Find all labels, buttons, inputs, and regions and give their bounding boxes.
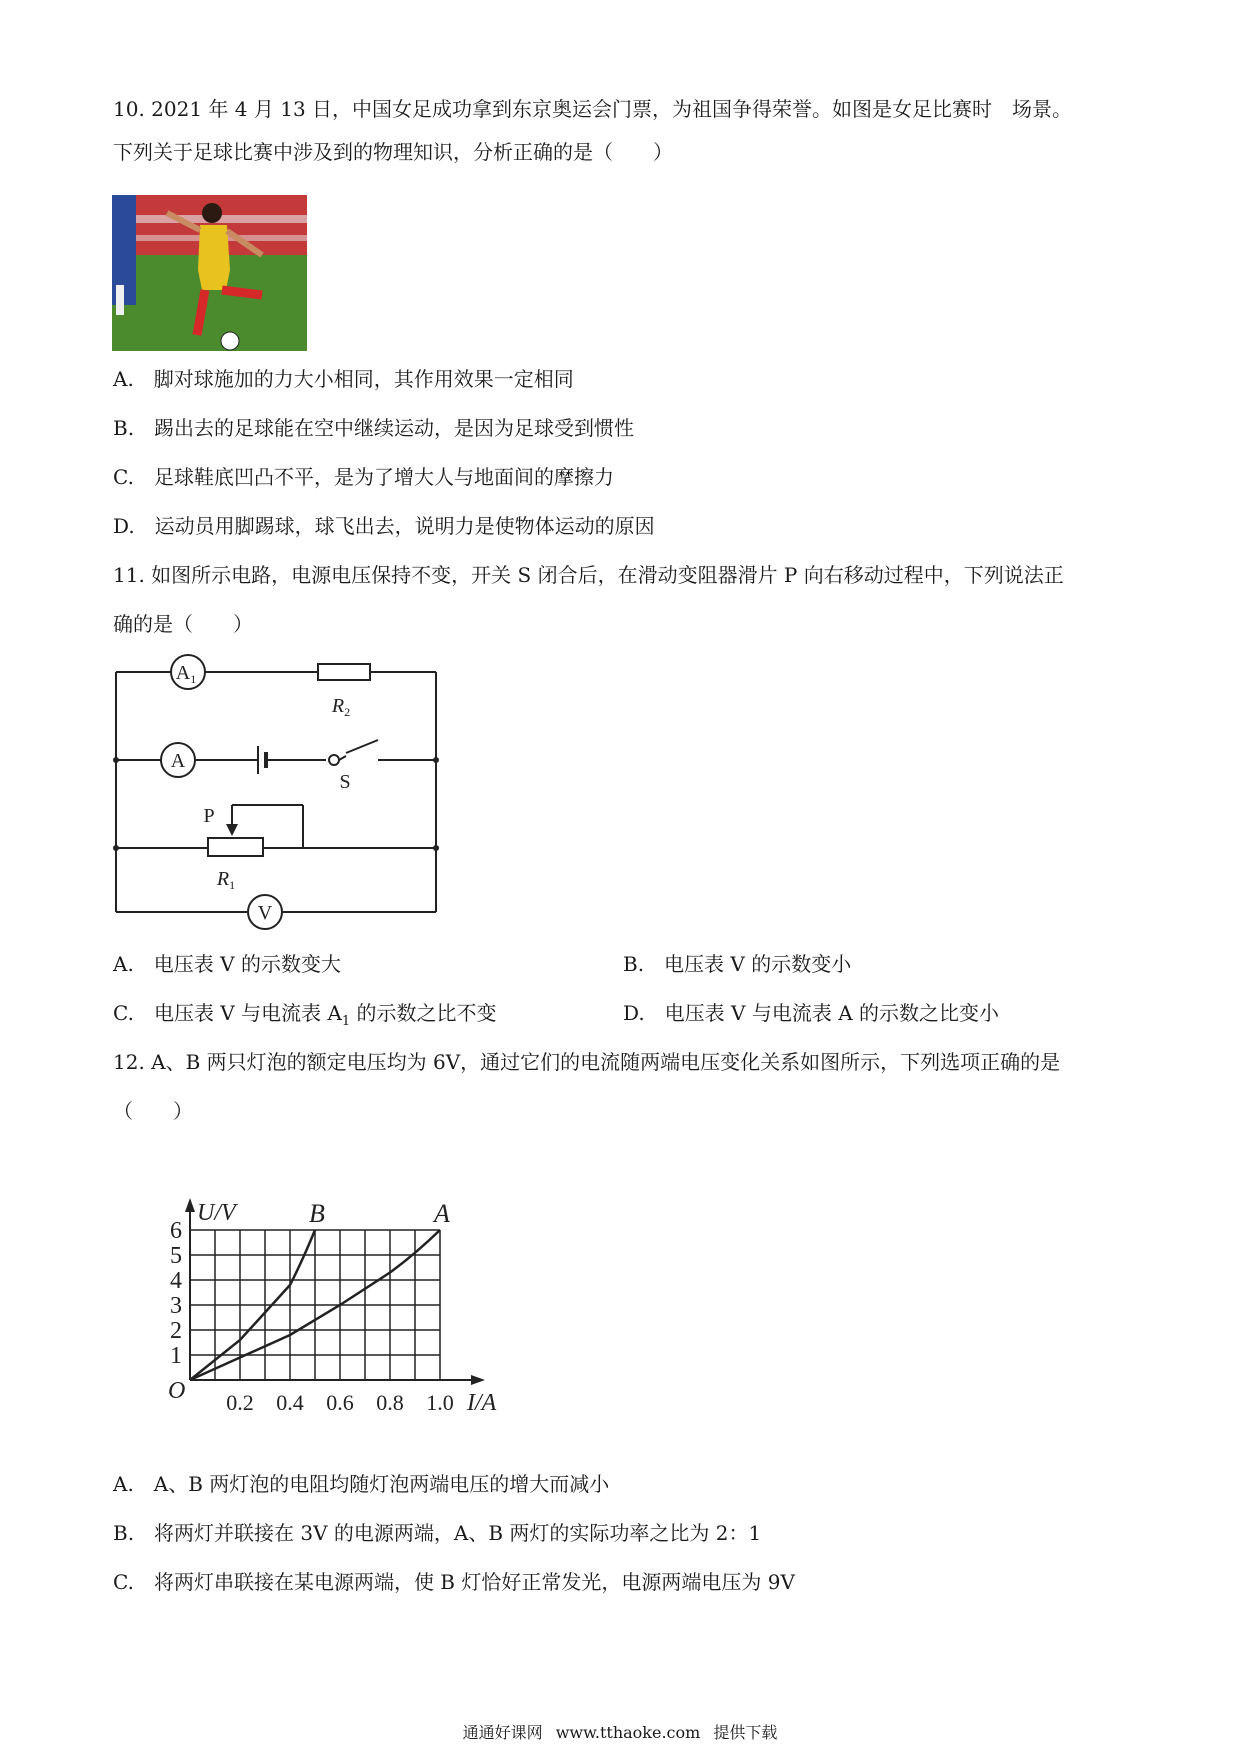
q10-option-b: B. 踢出去的足球能在空中继续运动，是因为足球受到惯性 xyxy=(113,416,635,440)
footer-note: 提供下载 xyxy=(713,1723,778,1742)
x-tick-label: 0.2 xyxy=(226,1390,254,1415)
voltmeter-label: V xyxy=(257,902,273,924)
q11-option-c xyxy=(113,999,497,1036)
q12-option-a: A. A、B 两灯泡的电阻均随灯泡两端电压的增大而减小 xyxy=(113,1472,610,1496)
q11-option-c-pre: C. 电压表 V 与电流表 A xyxy=(113,1001,342,1025)
series-label-a: A xyxy=(434,1199,450,1228)
y-tick-label: 4 xyxy=(170,1268,182,1294)
q11-stem-line2: 确的是（ ） xyxy=(113,612,253,636)
y-tick-label: 3 xyxy=(170,1293,182,1319)
series-label-b: B xyxy=(309,1199,325,1228)
q10-stem-line2: 下列关于足球比赛中涉及到的物理知识，分析正确的是（ ） xyxy=(113,140,673,164)
q12-stem-line2: （ ） xyxy=(113,1099,193,1123)
q10-option-d: D. 运动员用脚踢球，球飞出去，说明力是使物体运动的原因 xyxy=(113,514,655,538)
q12-option-c: C. 将两灯串联接在某电源两端，使 B 灯恰好正常发光，电源两端电压为 9V xyxy=(113,1570,795,1594)
x-tick-label: 0.6 xyxy=(326,1390,354,1415)
x-tick-label: 1.0 xyxy=(426,1390,454,1415)
iu-graph xyxy=(160,1170,500,1444)
ammeter-a-label: A xyxy=(170,750,186,772)
y-tick-label: 6 xyxy=(170,1218,182,1244)
ammeter-a1-sub: 1 xyxy=(190,672,197,686)
q11-option-b: B. 电压表 V 的示数变小 xyxy=(623,952,852,976)
r1-label: R xyxy=(216,868,230,890)
q10-option-c: C. 足球鞋底凹凸不平，是为了增大人与地面间的摩擦力 xyxy=(113,465,614,489)
y-tick-label: 1 xyxy=(170,1343,182,1369)
x-axis-label: I/A xyxy=(467,1390,497,1416)
y-tick-label: 2 xyxy=(170,1318,182,1344)
q11-option-d: D. 电压表 V 与电流表 A 的示数之比变小 xyxy=(623,1001,999,1025)
footer-site: 通通好课网 xyxy=(462,1723,543,1742)
q10-stem-line1: 10. 2021 年 4 月 13 日，中国女足成功拿到东京奥运会门票，为祖国争得荣誉。如图是女足比赛时 场景。 xyxy=(113,97,1073,121)
q12-option-b: B. 将两灯并联接在 3V 的电源两端，A、B 两灯的实际功率之比为 2：1 xyxy=(113,1521,762,1545)
x-axis-arrow-icon xyxy=(471,1375,485,1385)
r2-label: R xyxy=(331,695,345,717)
ammeter-a1-label: A xyxy=(175,662,191,684)
q11-stem-line1: 11. 如图所示电路，电源电压保持不变，开关 S 闭合后，在滑动变阻器滑片 P 向右移动过程中，下列说法正 xyxy=(113,563,1064,587)
x-tick-label: 0.4 xyxy=(276,1390,304,1415)
origin-label: O xyxy=(168,1378,186,1404)
soccer-player-photo xyxy=(112,195,307,351)
svg-text:R2 xyxy=(331,695,350,719)
svg-text:R1 xyxy=(216,868,235,892)
q11-option-a: A. 电压表 V 的示数变大 xyxy=(113,952,341,976)
y-axis-arrow-icon xyxy=(185,1198,195,1212)
x-tick-label: 0.8 xyxy=(376,1390,404,1415)
switch-s-label: S xyxy=(339,771,351,793)
y-tick-label: 5 xyxy=(170,1243,182,1269)
page-footer xyxy=(0,1720,1240,1743)
r2-sub: 2 xyxy=(344,705,351,719)
footer-url[interactable]: www.tthaoke.com xyxy=(555,1723,701,1742)
q11-option-c-sub: 1 xyxy=(341,1014,351,1029)
y-axis-label: U/V xyxy=(197,1200,236,1226)
q10-option-a: A. 脚对球施加的力大小相同，其作用效果一定相同 xyxy=(113,367,574,391)
q11-option-c-post: 的示数之比不变 xyxy=(350,1001,497,1025)
r1-sub: 1 xyxy=(229,878,236,892)
slider-p-label: P xyxy=(203,805,215,827)
q12-stem-line1: 12. A、B 两只灯泡的额定电压均为 6V，通过它们的电流随两端电压变化关系如图所示，下列选项正确的是 xyxy=(113,1050,1061,1074)
circuit-diagram xyxy=(108,650,448,934)
